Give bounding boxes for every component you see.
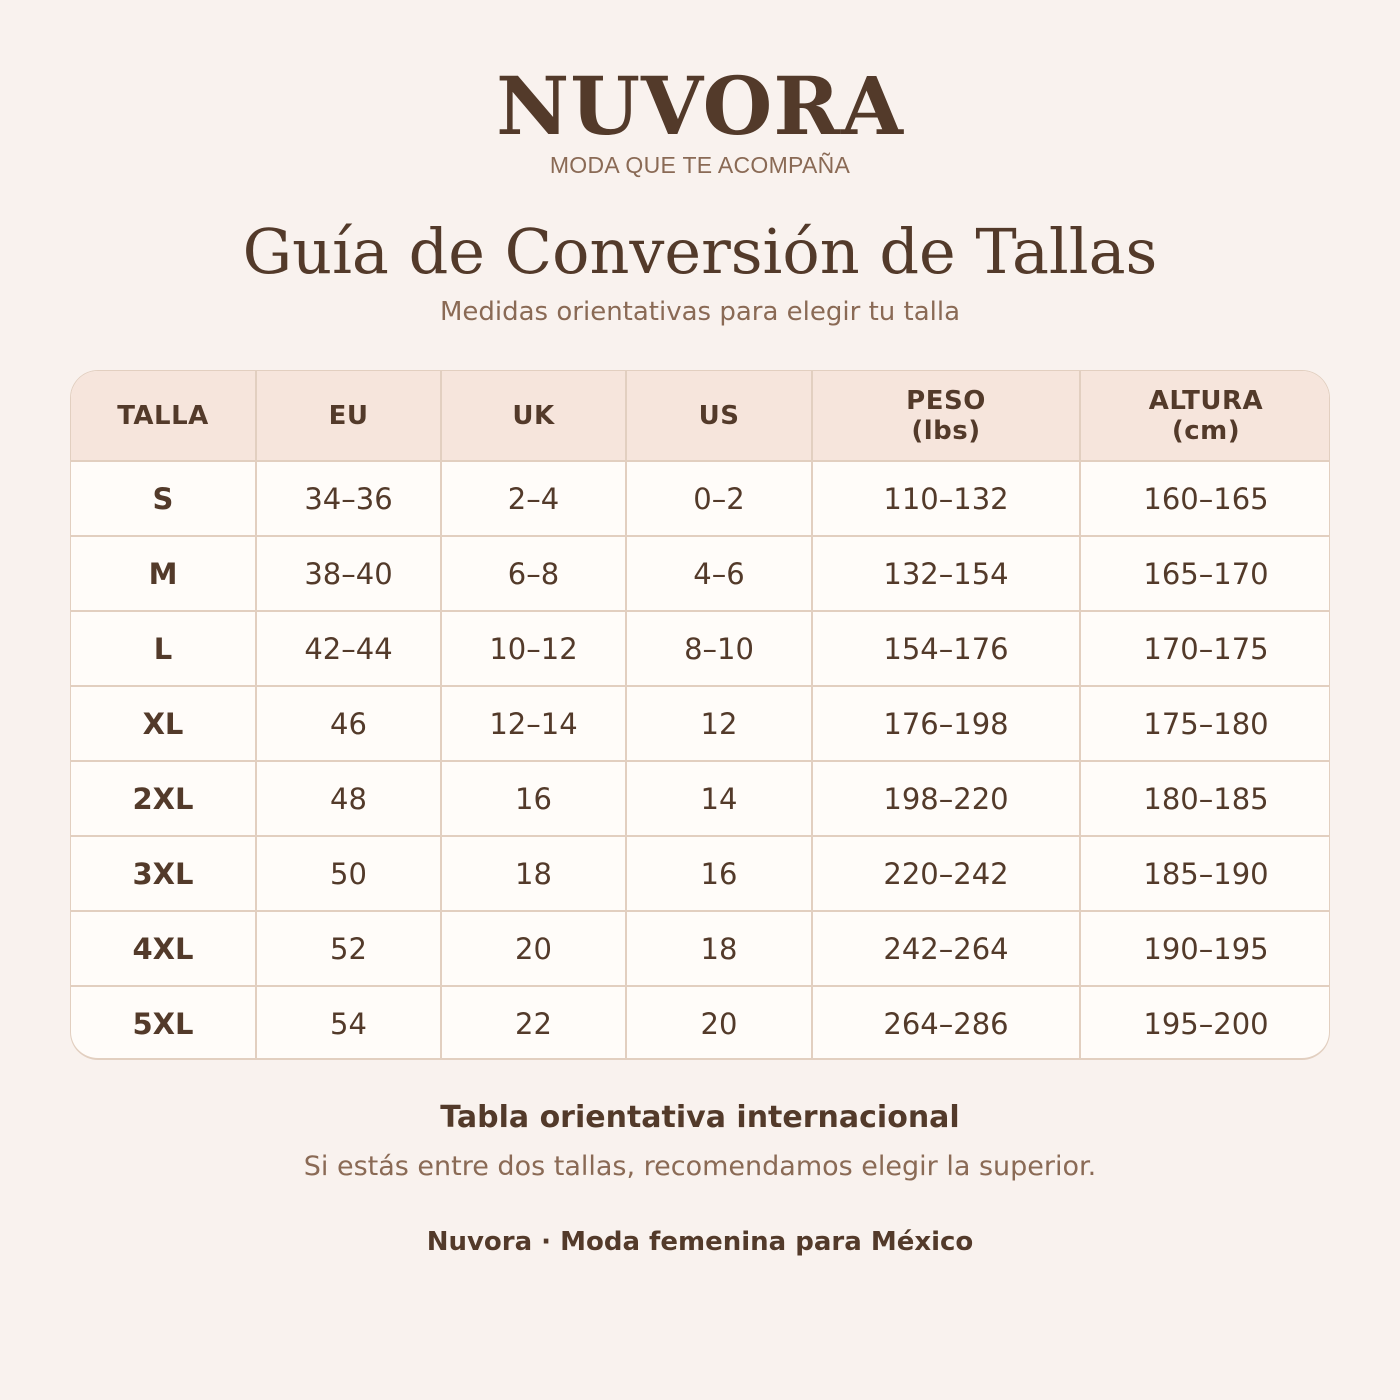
cell-uk: 20 (441, 911, 626, 986)
brand-tagline: MODA QUE TE ACOMPAÑA (549, 152, 851, 178)
cell-size: L (71, 611, 256, 686)
column-header-us (626, 371, 812, 461)
cell-us: 18 (626, 911, 812, 986)
cell-size: M (71, 536, 256, 611)
column-header-altura (1080, 371, 1330, 461)
brand-logo: NUVORA (496, 59, 904, 153)
column-header-unit: (lbs) (911, 415, 981, 446)
cell-uk: 6–8 (441, 536, 626, 611)
table-row (71, 686, 1330, 761)
column-header-talla (71, 371, 256, 461)
cell-us: 14 (626, 761, 812, 836)
column-header-label: EU (328, 400, 369, 431)
cell-us: 20 (626, 986, 812, 1060)
cell-size: XL (71, 686, 256, 761)
cell-eu: 50 (256, 836, 441, 911)
table-row (71, 611, 1330, 686)
table-row (71, 986, 1330, 1060)
table-row (71, 836, 1330, 911)
cell-height: 185–190 (1080, 836, 1330, 911)
page-title: Guía de Conversión de Tallas (242, 215, 1158, 288)
cell-us: 4–6 (626, 536, 812, 611)
cell-us: 0–2 (626, 461, 812, 536)
column-header-unit: (cm) (1171, 415, 1241, 446)
table-header-row (71, 371, 1330, 461)
cell-us: 12 (626, 686, 812, 761)
cell-eu: 52 (256, 911, 441, 986)
footer-brand-line: Nuvora · Moda femenina para México (426, 1227, 974, 1257)
page-subtitle: Medidas orientativas para elegir tu talla (439, 297, 961, 327)
cell-weight: 198–220 (812, 761, 1080, 836)
column-header-label: US (698, 400, 740, 431)
table-row (71, 911, 1330, 986)
cell-eu: 34–36 (256, 461, 441, 536)
cell-eu: 46 (256, 686, 441, 761)
cell-uk: 10–12 (441, 611, 626, 686)
footer-title: Tabla orientativa internacional (440, 1100, 960, 1135)
cell-size: 2XL (71, 761, 256, 836)
cell-height: 175–180 (1080, 686, 1330, 761)
cell-uk: 2–4 (441, 461, 626, 536)
cell-eu: 38–40 (256, 536, 441, 611)
cell-size: 5XL (71, 986, 256, 1060)
cell-uk: 22 (441, 986, 626, 1060)
cell-us: 16 (626, 836, 812, 911)
cell-eu: 42–44 (256, 611, 441, 686)
cell-height: 160–165 (1080, 461, 1330, 536)
table-row (71, 761, 1330, 836)
column-header-label: TALLA (117, 400, 209, 431)
cell-weight: 264–286 (812, 986, 1080, 1060)
cell-eu: 54 (256, 986, 441, 1060)
cell-height: 195–200 (1143, 1006, 1269, 1041)
cell-us: 8–10 (626, 611, 812, 686)
cell-weight: 242–264 (812, 911, 1080, 986)
size-conversion-table (71, 371, 1330, 1060)
cell-weight: 132–154 (812, 536, 1080, 611)
cell-size: 3XL (71, 836, 256, 911)
cell-weight: 110–132 (812, 461, 1080, 536)
size-table-container (70, 370, 1330, 1060)
table-row (71, 536, 1330, 611)
cell-uk: 18 (441, 836, 626, 911)
cell-height: 165–170 (1080, 536, 1330, 611)
column-header-peso (812, 371, 1080, 461)
column-header-uk (441, 371, 626, 461)
cell-height: 180–185 (1080, 761, 1330, 836)
cell-weight: 220–242 (812, 836, 1080, 911)
cell-eu: 48 (256, 761, 441, 836)
cell-weight: 176–198 (812, 686, 1080, 761)
table-row (71, 461, 1330, 536)
cell-size: S (71, 461, 256, 536)
cell-height: 170–175 (1080, 611, 1330, 686)
column-header-label: PESO (906, 385, 986, 416)
column-header-eu (256, 371, 441, 461)
cell-uk: 16 (441, 761, 626, 836)
cell-height: 190–195 (1080, 911, 1330, 986)
column-header-label: UK (512, 400, 555, 431)
footer-note: Si estás entre dos tallas, recomendamos elegir la superior. (303, 1151, 1097, 1182)
column-header-label: ALTURA (1148, 385, 1264, 416)
cell-uk: 12–14 (441, 686, 626, 761)
cell-size: 4XL (71, 911, 256, 986)
cell-weight: 154–176 (812, 611, 1080, 686)
